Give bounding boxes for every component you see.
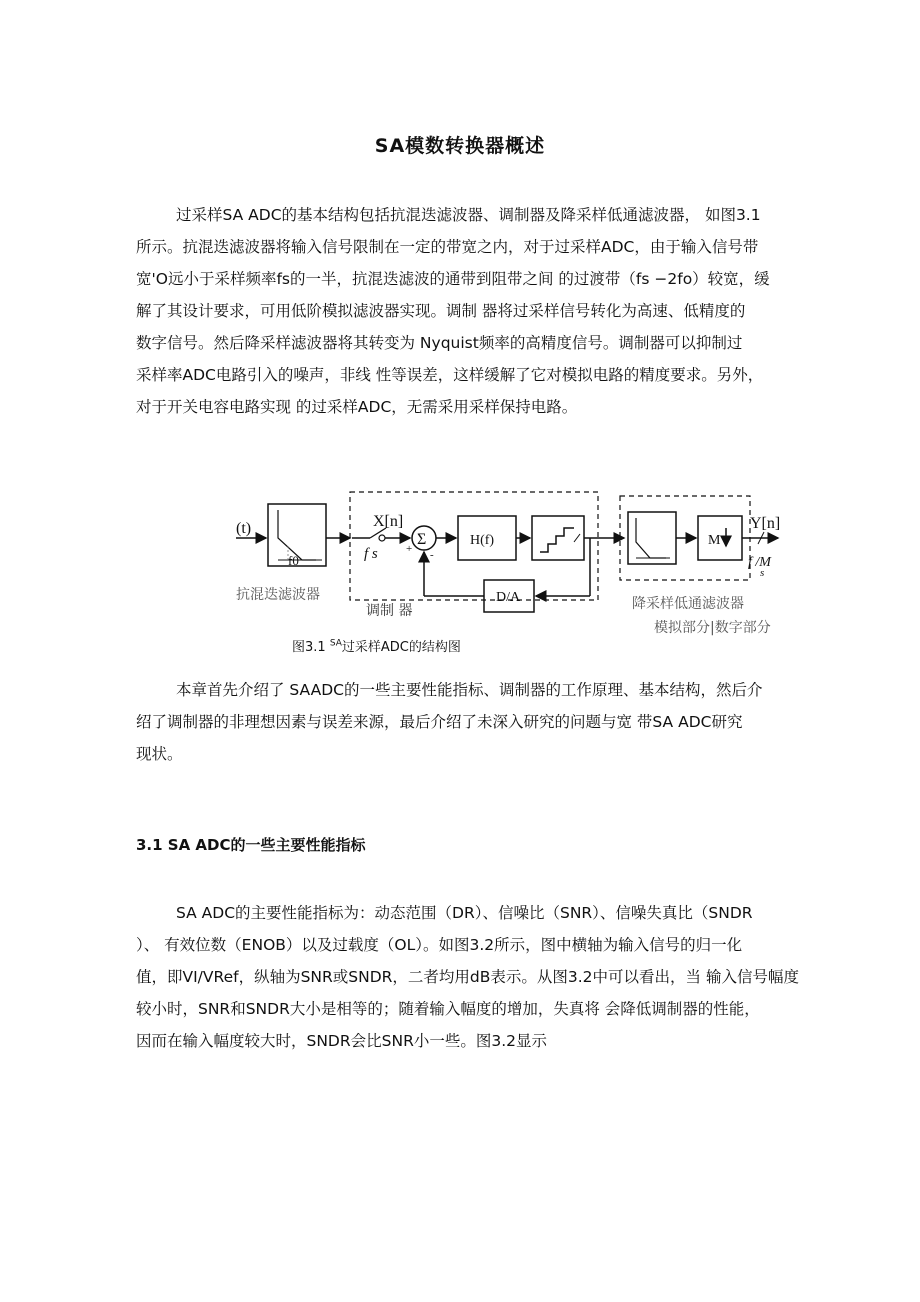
figure-caption — [292, 636, 461, 655]
yn-label: Y[n] — [750, 515, 781, 532]
section-heading: 3.1 SA ADC的一些主要性能指标 — [136, 836, 366, 854]
fs-label: f s — [364, 546, 378, 562]
domain-label: 模拟部分|数字部分 — [654, 620, 771, 636]
sampling-switch — [379, 535, 385, 541]
text-line: 对于开关电容电路实现 的过采样ADC，无需采用采样保持电路。 — [136, 398, 578, 416]
text-line: SA ADC的主要性能指标为：动态范围（DR）、信噪比（SNR）、信噪失真比（SNDR — [176, 904, 753, 922]
da-label: D/A — [496, 590, 521, 605]
text-line: 宽'O远小于采样频率fs的一半，抗混迭滤波的通带到阻带之间 的过渡带（fs −2fo）较宽，缓 — [136, 270, 770, 288]
paragraph-intro — [136, 199, 788, 423]
page-title: SA模数转换器概述 — [374, 135, 546, 157]
quantizer-box — [532, 516, 584, 560]
aa-filter-label: 抗混迭滤波器 — [236, 587, 320, 603]
f0-label: f0 — [288, 553, 299, 568]
modulator-label: 调制 器 — [366, 603, 413, 619]
hf-label: H(f) — [470, 533, 495, 548]
text-line: 解了其设计要求，可用低阶模拟滤波器实现。调制 器将过采样信号转化为高速、低精度的 — [136, 302, 746, 320]
paragraph-metrics — [136, 897, 799, 1057]
text-line: 绍了调制器的非理想因素与误差来源，最后介绍了未深入研究的问题与宽 带SA ADC研究 — [136, 713, 743, 731]
text-line: 所示。抗混迭滤波器将输入信号限制在一定的带宽之内，对于过采样ADC，由于输入信号带 — [136, 238, 759, 256]
sum-label: Σ — [417, 531, 427, 548]
digital-filter-box — [628, 512, 676, 564]
decimator-label: 降采样低通滤波器 — [632, 596, 744, 612]
text-line: 采样率ADC电路引入的噪声，非线 性等误差，这样缓解了它对模拟电路的精度要求。另外， — [136, 366, 764, 384]
plus-sign: + — [406, 543, 413, 555]
xn-label: X[n] — [373, 513, 404, 530]
staircase-icon — [540, 528, 574, 552]
text-line: 数字信号。然后降采样滤波器将其转变为 Nyquist频率的高精度信号。调制器可以抑制过 — [136, 334, 743, 352]
m-label: M — [708, 533, 721, 548]
caption-sup: SA — [329, 638, 342, 649]
text-line: 较小时，SNR和SNDR大小是相等的；随着输入幅度的增加，失真将 会降低调制器的性能， — [136, 1000, 760, 1018]
text-line: 过采样SA ADC的基本结构包括抗混迭滤波器、调制器及降采样低通滤波器， 如图3.1 — [176, 206, 761, 224]
input-label: (t) — [236, 520, 252, 537]
paragraph-overview — [136, 674, 788, 770]
fsm-label: f /M — [748, 555, 771, 570]
text-line: 现状。 — [136, 745, 183, 763]
text-line: ）、 有效位数（ENOB）以及过载度（OL）。如图3.2所示，图中横轴为输入信号的归一化 — [136, 936, 743, 954]
minus-sign: - — [430, 549, 434, 561]
caption-text: 过采样ADC的结构图 — [341, 640, 461, 655]
fsm-subscript: s — [760, 567, 765, 579]
text-line: 值，即VI/VRef，纵轴为SNR或SNDR，二者均用dB表示。从图3.2中可以看出，当 输入信号幅度 — [136, 968, 799, 986]
text-line: 本章首先介绍了 SAADC的一些主要性能指标、调制器的工作原理、基本结构，然后介 — [176, 681, 763, 699]
text-line: 因而在输入幅度较大时，SNDR会比SNR小一些。图3.2显示 — [136, 1032, 547, 1050]
caption-number: 图3.1 — [292, 640, 326, 655]
